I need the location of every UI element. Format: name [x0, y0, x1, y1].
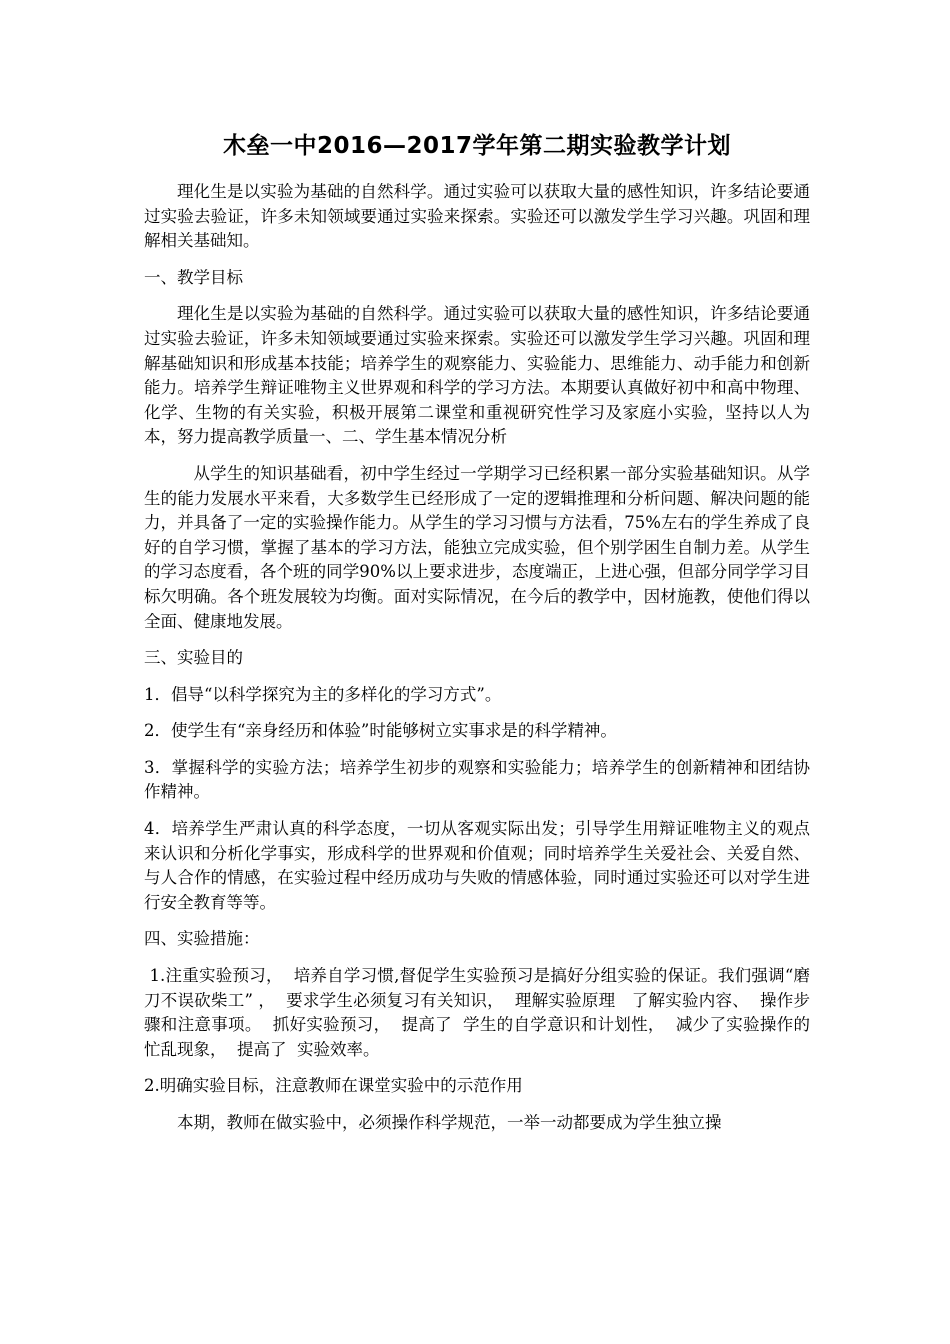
purpose-item-1: 1．倡导“以科学探究为主的多样化的学习方式”。: [144, 684, 502, 704]
teaching-goals-paragraph: 理化生是以实验为基础的自然科学。通过实验可以获取大量的感性知识，许多结论要通过实验去验证，许多未知领域要通过实验来探索。实验还可以激发学生学习兴趣。巩固和理解基础知识和形成基本技能；培养学生的观察能力、实验能力、思维能力、动手能力和创新能力。培养学生辩证唯物主义世界观和科学的学习方法。本期要认真做好初中和高中物理、化学、生物的有关实验，积极开展第二课堂和重视研究性学习及家庭小实验，坚持以人为本，努力提高教学质量一、二、学生基本情况分析: [144, 304, 810, 447]
section-heading-teaching-goals: 一、教学目标: [144, 267, 243, 287]
section-heading-experiment-measures: 四、实验措施：: [144, 929, 260, 949]
measure-item-2: 2.明确实验目标，注意教师在课堂实验中的示范作用: [144, 1076, 523, 1096]
student-analysis-paragraph: 从学生的知识基础看，初中学生经过一学期学习已经积累一部分实验基础知识。从学生的能力发展水平来看，大多数学生已经形成了一定的逻辑推理和分析问题、解决问题的能力，并具备了一定的实验操作能力。从学生的学习习惯与方法看，75%左右的学生养成了良好的自学习惯，掌握了基本的学习方法，能独立完成实验，但个别学困生自制力差。从学生的学习态度看，各个班的同学90%以上要求进步，态度端正，上进心强，但部分同学学习目标欠明确。各个班发展较为均衡。面对实际情况，在今后的教学中，因材施教，使他们得以全面、健康地发展。: [144, 463, 810, 631]
purpose-item-2: 2．使学生有“亲身经历和体验”时能够树立实事求是的科学精神。: [144, 721, 617, 741]
measure-item-2-body: 本期，教师在做实验中，必须操作科学规范，一举一动都要成为学生独立操: [177, 1113, 722, 1132]
purpose-item-4: 4．培养学生严肃认真的科学态度，一切从客观实际出发；引导学生用辩证唯物主义的观点来认识和分析化学事实，形成科学的世界观和价值观；同时培养学生关爱社会、关爱自然、与人合作的情感，在实验过程中经历成功与失败的情感体验，同时通过实验还可以对学生进行安全教育等等。: [144, 819, 810, 912]
document-page: [144, 130, 810, 1136]
intro-paragraph: 理化生是以实验为基础的自然科学。通过实验可以获取大量的感性知识，许多结论要通过实验去验证，许多未知领域要通过实验来探索。实验还可以激发学生学习兴趣。巩固和理解相关基础知。: [144, 182, 810, 251]
section-heading-experiment-purpose: 三、实验目的: [144, 648, 243, 668]
document-title: 木垒一中2016—2017学年第二期实验教学计划: [222, 133, 732, 159]
purpose-item-3: 3．掌握科学的实验方法；培养学生初步的观察和实验能力；培养学生的创新精神和团结协作精神。: [144, 757, 810, 802]
measure-item-1: 1.注重实验预习， 培养自学习惯,督促学生实验预习是搞好分组实验的保证。我们强调“磨刀不误砍柴工” ， 要求学生必须复习有关知识， 理解实验原理 了解实验内容、 操作步骤和注意事项。 抓好实验预习， 提高了 学生的自学意识和计划性， 减少了实验操作的忙乱现象， 提高了 实验效率。: [144, 966, 810, 1059]
